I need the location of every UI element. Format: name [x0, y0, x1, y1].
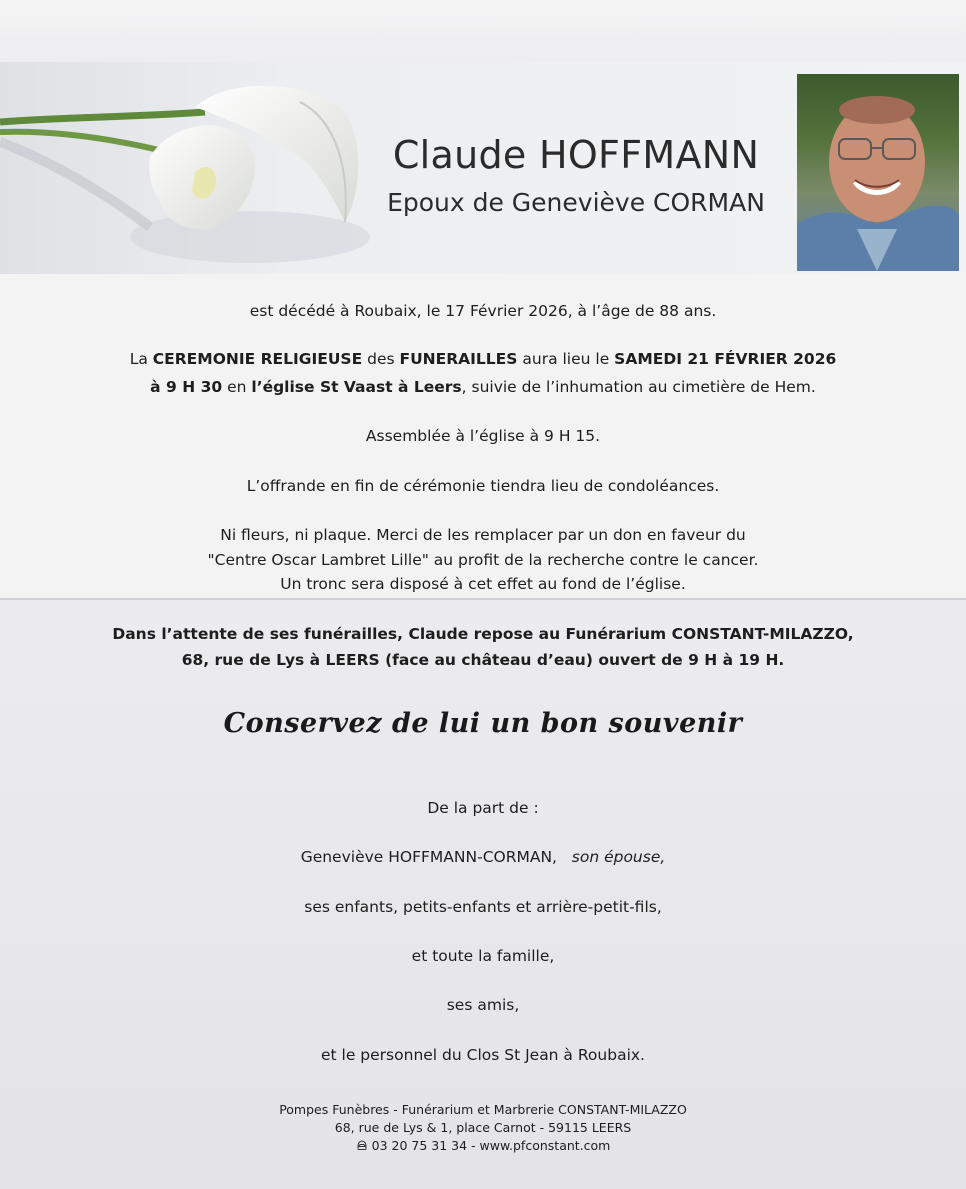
from-wife: Geneviève HOFFMANN-CORMAN, son épouse, — [300, 848, 666, 866]
footer-company: Pompes Funèbres - Funérarium et Marbrerie CONSTANT-MILAZZO — [279, 1102, 687, 1117]
from-children: ses enfants, petits-enfants et arrière-petit-fils, — [304, 898, 662, 916]
motto: Conservez de lui un bon souvenir — [223, 708, 743, 739]
deceased-name: Claude HOFFMANN — [392, 133, 760, 177]
funerarium-line-2: 68, rue de Lys à LEERS (face au château d’eau) ouvert de 9 H à 19 H. — [181, 651, 785, 669]
from-family: et toute la famille, — [411, 947, 555, 965]
page-top-margin — [0, 0, 966, 62]
flowers-note-3: Un tronc sera disposé à cet effet au fond de l’église. — [280, 575, 686, 593]
flowers-note-1: Ni fleurs, ni plaque. Merci de les remplacer par un don en faveur du — [220, 526, 746, 544]
ceremony-line-1: La CEREMONIE RELIGIEUSE des FUNERAILLES aura lieu le SAMEDI 21 FÉVRIER 2026 — [129, 350, 837, 368]
from-staff: et le personnel du Clos St Jean à Roubaix. — [321, 1046, 645, 1064]
offering-note: L’offrande en fin de cérémonie tiendra lieu de condoléances. — [246, 477, 720, 495]
portrait-photo — [797, 74, 959, 271]
ceremony-line-2: à 9 H 30 en l’église St Vaast à Leers, suivie de l’inhumation au cimetière de Hem. — [150, 378, 816, 396]
footer-phone-web: 03 20 75 31 34 - www.pfconstant.com — [371, 1138, 611, 1153]
from-intro: De la part de : — [427, 799, 539, 817]
flowers-note-2: "Centre Oscar Lambret Lille" au profit de la recherche contre le cancer. — [207, 551, 759, 569]
footer-contact — [0, 1137, 966, 1155]
funerarium-line-1: Dans l’attente de ses funérailles, Claude repose au Funérarium CONSTANT-MILAZZO, — [112, 625, 854, 643]
assembly-time: Assemblée à l’église à 9 H 15. — [365, 427, 601, 445]
footer-address: 68, rue de Lys & 1, place Carnot - 59115 LEERS — [334, 1120, 632, 1135]
spouse-line: Epoux de Geneviève CORMAN — [387, 188, 765, 217]
calla-lily-image — [0, 62, 380, 274]
phone-icon — [356, 1139, 368, 1151]
from-friends: ses amis, — [446, 996, 520, 1014]
death-announcement: est décédé à Roubaix, le 17 Février 2026, à l’âge de 88 ans. — [249, 302, 717, 320]
